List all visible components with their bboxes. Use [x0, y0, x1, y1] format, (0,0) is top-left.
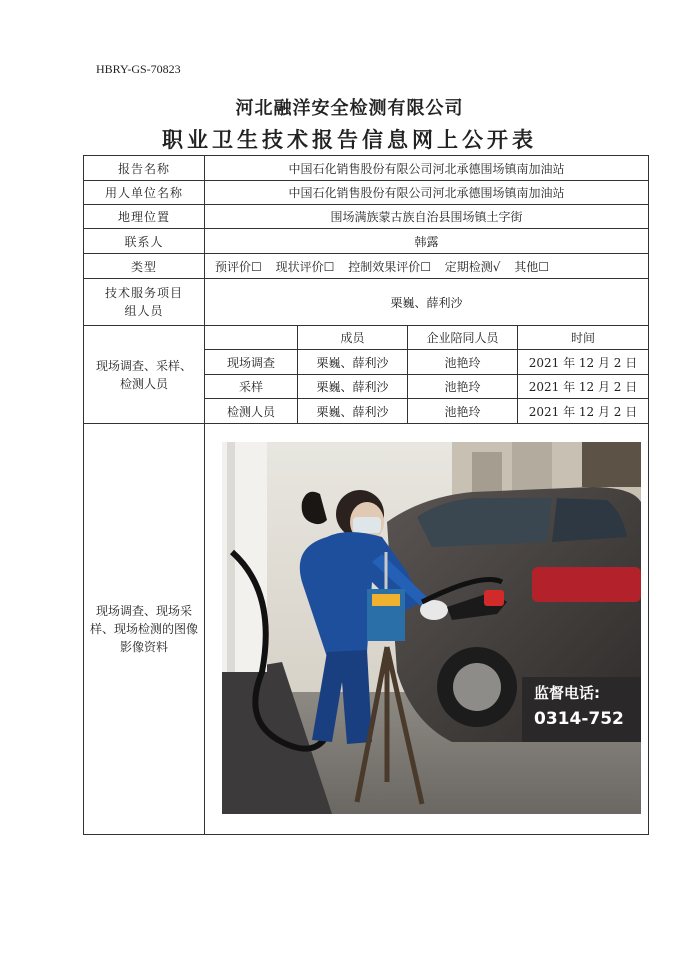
row-report-name [84, 156, 649, 181]
site-header-row [84, 326, 649, 350]
site-row-companion: 池艳玲 [408, 350, 518, 375]
report-name-value: 中国石化销售股份有限公司河北承德围场镇南加油站 [205, 156, 649, 181]
site-row-item: 现场调查 [205, 350, 298, 375]
site-header-empty [205, 326, 298, 350]
site-header-members: 成员 [298, 326, 408, 350]
document-title: 职业卫生技术报告信息网上公开表 [162, 127, 537, 152]
site-header-companion: 企业陪同人员 [408, 326, 518, 350]
photo-label: 现场调查、现场采样、现场检测的图像影像资料 [84, 424, 205, 835]
site-row-members: 栗巍、薛利沙 [298, 350, 408, 375]
row-contact [84, 229, 649, 254]
site-header-time: 时间 [518, 326, 649, 350]
site-photo-image [222, 442, 641, 814]
site-row-item: 检测人员 [205, 399, 298, 424]
row-unit [84, 181, 649, 205]
row-type [84, 254, 649, 279]
site-row-item: 采样 [205, 375, 298, 399]
site-row-members: 栗巍、薛利沙 [298, 399, 408, 424]
type-options [205, 254, 649, 279]
site-label: 现场调查、采样、检测人员 [84, 326, 205, 424]
type-option-control-evaluation: 控制效果评价☐ [348, 259, 431, 274]
type-option-pre-evaluation: 预评价☐ [215, 259, 262, 274]
photo-sign-number: 0314-752 [534, 709, 624, 729]
type-option-status-evaluation: 现状评价☐ [275, 259, 335, 274]
type-option-periodic-test: 定期检测√ [444, 259, 501, 274]
photo-cell [205, 424, 649, 835]
contact-label: 联系人 [84, 229, 205, 254]
location-label: 地理位置 [84, 205, 205, 229]
site-row-time: 2021 年 12 月 2 日 [518, 375, 649, 399]
site-row-time: 2021 年 12 月 2 日 [518, 350, 649, 375]
row-photo [84, 424, 649, 835]
report-name-label: 报告名称 [84, 156, 205, 181]
contact-value: 韩露 [205, 229, 649, 254]
row-team [84, 279, 649, 326]
site-row-time: 2021 年 12 月 2 日 [518, 399, 649, 424]
site-row-companion: 池艳玲 [408, 399, 518, 424]
unit-label: 用人单位名称 [84, 181, 205, 205]
document-code: HBRY-GS-70823 [96, 62, 181, 76]
unit-value: 中国石化销售股份有限公司河北承德围场镇南加油站 [205, 181, 649, 205]
row-location [84, 205, 649, 229]
site-row-members: 栗巍、薛利沙 [298, 375, 408, 399]
site-photo [222, 442, 641, 814]
photo-sign-text: 监督电话: [534, 684, 600, 702]
info-table [83, 155, 649, 835]
site-row-companion: 池艳玲 [408, 375, 518, 399]
type-option-other: 其他☐ [514, 259, 550, 274]
team-label: 技术服务项目组人员 [84, 279, 205, 326]
team-value: 栗巍、薛利沙 [205, 279, 649, 326]
type-label: 类型 [84, 254, 205, 279]
company-name: 河北融洋安全检测有限公司 [235, 98, 464, 119]
location-value: 围场满族蒙古族自治县围场镇土字街 [205, 205, 649, 229]
